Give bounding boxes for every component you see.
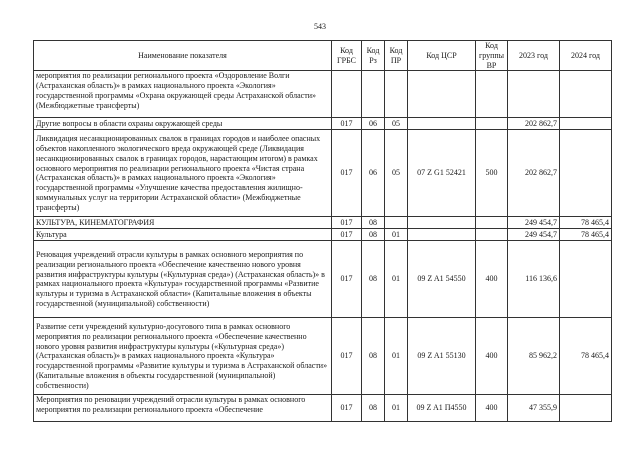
row-2023: 85 962,2 [508,318,560,395]
row-2024 [560,118,612,130]
row-pr: 01 [385,241,408,318]
row-rz: 08 [362,318,385,395]
row-grbs: 017 [332,318,362,395]
table-row [34,241,612,318]
row-pr [385,217,408,229]
row-csr: 09 Z A1 54550 [408,241,476,318]
row-2023: 202 862,7 [508,130,560,217]
table-header-row [34,41,612,71]
row-rz: 08 [362,217,385,229]
row-2024: 78 465,4 [560,229,612,241]
row-name: Развитие сети учреждений культурно-досугового типа в рамках основного мероприятия по реализации регионального проекта «Обеспечение качественно нового уровня развития инфраструктуры культуры («Культурная среда») (Астраханская область)» в рамках национального проекта «Культура» государственной программы «Развитие культуры и туризма в Астраханской области» (Капитальные вложения в объекты государственной (муниципальной) собственности) [34,318,332,395]
row-grbs: 017 [332,130,362,217]
row-vr [476,229,508,241]
row-rz: 08 [362,395,385,422]
header-vr: Код группы ВР [476,41,508,71]
row-2023: 47 355,9 [508,395,560,422]
row-pr: 05 [385,130,408,217]
header-pr: Код ПР [385,41,408,71]
row-grbs: 017 [332,229,362,241]
row-2023: 249 454,7 [508,229,560,241]
row-2024: 78 465,4 [560,318,612,395]
row-grbs: 017 [332,241,362,318]
row-csr: 09 Z A1 55130 [408,318,476,395]
row-rz: 06 [362,118,385,130]
budget-table [33,40,612,422]
row-2024 [560,395,612,422]
row-vr: 500 [476,130,508,217]
row-2023: 202 862,7 [508,118,560,130]
row-csr [408,71,476,118]
page-number: 543 [314,22,326,31]
row-vr: 400 [476,395,508,422]
row-rz: 06 [362,130,385,217]
header-2023: 2023 год [508,41,560,71]
row-name: мероприятия по реализации регионального проекта «Оздоровление Волги (Астраханская область)» в рамках национального проекта «Экология» государственной программы «Охрана окружающей среды Астраханской области» (Межбюджетные трансферты) [34,71,332,118]
header-csr: Код ЦСР [408,41,476,71]
header-2024: 2024 год [560,41,612,71]
row-csr: 07 Z G1 52421 [408,130,476,217]
row-rz [362,71,385,118]
row-csr: 09 Z A1 П4550 [408,395,476,422]
row-2024 [560,71,612,118]
table-row [34,229,612,241]
row-pr: 01 [385,395,408,422]
row-vr [476,118,508,130]
row-pr: 01 [385,229,408,241]
row-vr: 400 [476,318,508,395]
row-pr: 01 [385,318,408,395]
row-rz: 08 [362,241,385,318]
row-grbs [332,71,362,118]
header-name: Наименование показателя [34,41,332,71]
row-name: Культура [34,229,332,241]
header-rz: Код Рз [362,41,385,71]
row-vr: 400 [476,241,508,318]
table-row [34,217,612,229]
row-2024 [560,241,612,318]
row-rz: 08 [362,229,385,241]
row-vr [476,71,508,118]
table-row [34,118,612,130]
table-row [34,71,612,118]
row-name: Мероприятия по реновации учреждений отрасли культуры в рамках основного мероприятия по реализации регионального проекта «Обеспечение [34,395,332,422]
row-name: Реновация учреждений отрасли культуры в рамках основного мероприятия по реализации регионального проекта «Обеспечение качественно нового уровня развития инфраструктуры культуры («Культурная среда») (Астраханская область)» в рамках национального проекта «Культура» государственной программы «Развитие культуры и туризма в Астраханской области» (Капитальные вложения в объекты государственной (муниципальной) собственности) [34,241,332,318]
row-2023: 116 136,6 [508,241,560,318]
row-csr [408,118,476,130]
row-grbs: 017 [332,217,362,229]
row-pr: 05 [385,118,408,130]
row-grbs: 017 [332,118,362,130]
row-2023 [508,71,560,118]
table-row [34,395,612,422]
row-name: КУЛЬТУРА, КИНЕМАТОГРАФИЯ [34,217,332,229]
row-name: Другие вопросы в области охраны окружающей среды [34,118,332,130]
row-vr [476,217,508,229]
row-2023: 249 454,7 [508,217,560,229]
row-csr [408,229,476,241]
table-row [34,130,612,217]
row-name: Ликвидация несанкционированных свалок в границах городов и наиболее опасных объектов накопленного экологического вреда окружающей среде (Ликвидация несанкционированных свалок в границах городов, нарастающим итогом) в рамках основного мероприятия по реализации регионального проекта «Чистая страна (Астраханская область)» в рамках национального проекта «Экология» государственной программы «Улучшение качества предоставления жилищно-коммунальных услуг на территории Астраханской области» (Межбюджетные трансферты) [34,130,332,217]
row-2024: 78 465,4 [560,217,612,229]
header-grbs: Код ГРБС [332,41,362,71]
row-csr [408,217,476,229]
row-2024 [560,130,612,217]
row-grbs: 017 [332,395,362,422]
table-row [34,318,612,395]
row-pr [385,71,408,118]
